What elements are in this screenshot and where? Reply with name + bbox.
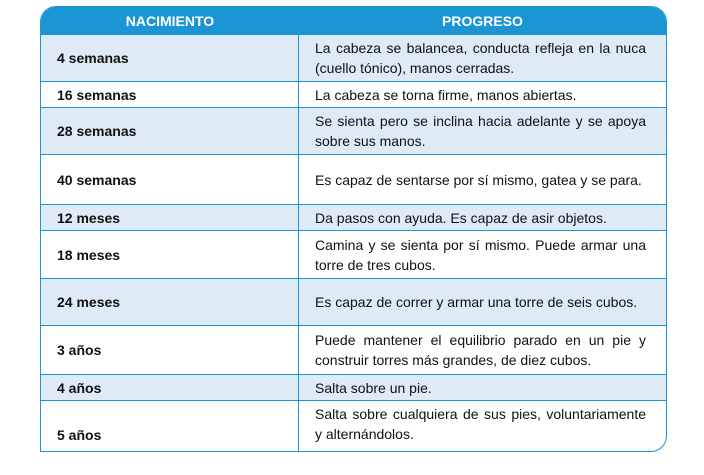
progress-cell: Da pasos con ayuda. Es capaz de asir objetos.: [315, 209, 607, 226]
stage-cell: 4 años: [41, 375, 299, 400]
stage-cell: 16 semanas: [41, 82, 299, 107]
table-row: [41, 400, 666, 451]
table-row: [41, 278, 666, 325]
table-row: [41, 325, 666, 374]
stage-cell: 24 meses: [41, 279, 299, 325]
table-row: [41, 204, 666, 230]
progress-cell: Salta sobre un pie.: [315, 379, 432, 396]
stage-cell: 40 semanas: [41, 155, 299, 204]
header-progress: PROGRESO: [442, 12, 523, 29]
table-row: [41, 154, 666, 204]
development-table: [40, 6, 667, 452]
progress-cell: Se sienta pero se inclina hacia adelante y se apoya sobre sus manos.: [315, 113, 646, 149]
table-row: [41, 81, 666, 107]
progress-cell: Puede mantener el equilibrio parado en un pie y construir torres más grandes, de diez cubos.: [315, 332, 646, 368]
header-stage: NACIMIENTO: [125, 12, 215, 29]
stage-cell: 28 semanas: [41, 108, 299, 154]
stage-cell: 4 semanas: [41, 35, 299, 81]
progress-cell: Camina y se sienta por sí mismo. Puede armar una torre de tres cubos.: [315, 236, 646, 273]
stage-cell: 3 años: [41, 326, 299, 374]
table-row: [41, 34, 666, 81]
progress-cell: La cabeza se torna firme, manos abiertas.: [315, 86, 577, 103]
table-header: [41, 7, 666, 34]
stage-cell: 12 meses: [41, 205, 299, 230]
table-row: [41, 107, 666, 154]
stage-cell: 5 años: [41, 401, 299, 451]
table-row: [41, 230, 666, 278]
progress-cell: Es capaz de sentarse por sí mismo, gatea y se para.: [315, 171, 642, 188]
progress-cell: Salta sobre cualquiera de sus pies, voluntariamente y alternándolos.: [315, 406, 646, 442]
table-row: [41, 374, 666, 400]
progress-cell: La cabeza se balancea, conducta refleja en la nuca (cuello tónico), manos cerradas.: [315, 40, 646, 76]
progress-cell: Es capaz de correr y armar una torre de seis cubos.: [315, 294, 638, 310]
stage-cell: 18 meses: [41, 231, 299, 278]
